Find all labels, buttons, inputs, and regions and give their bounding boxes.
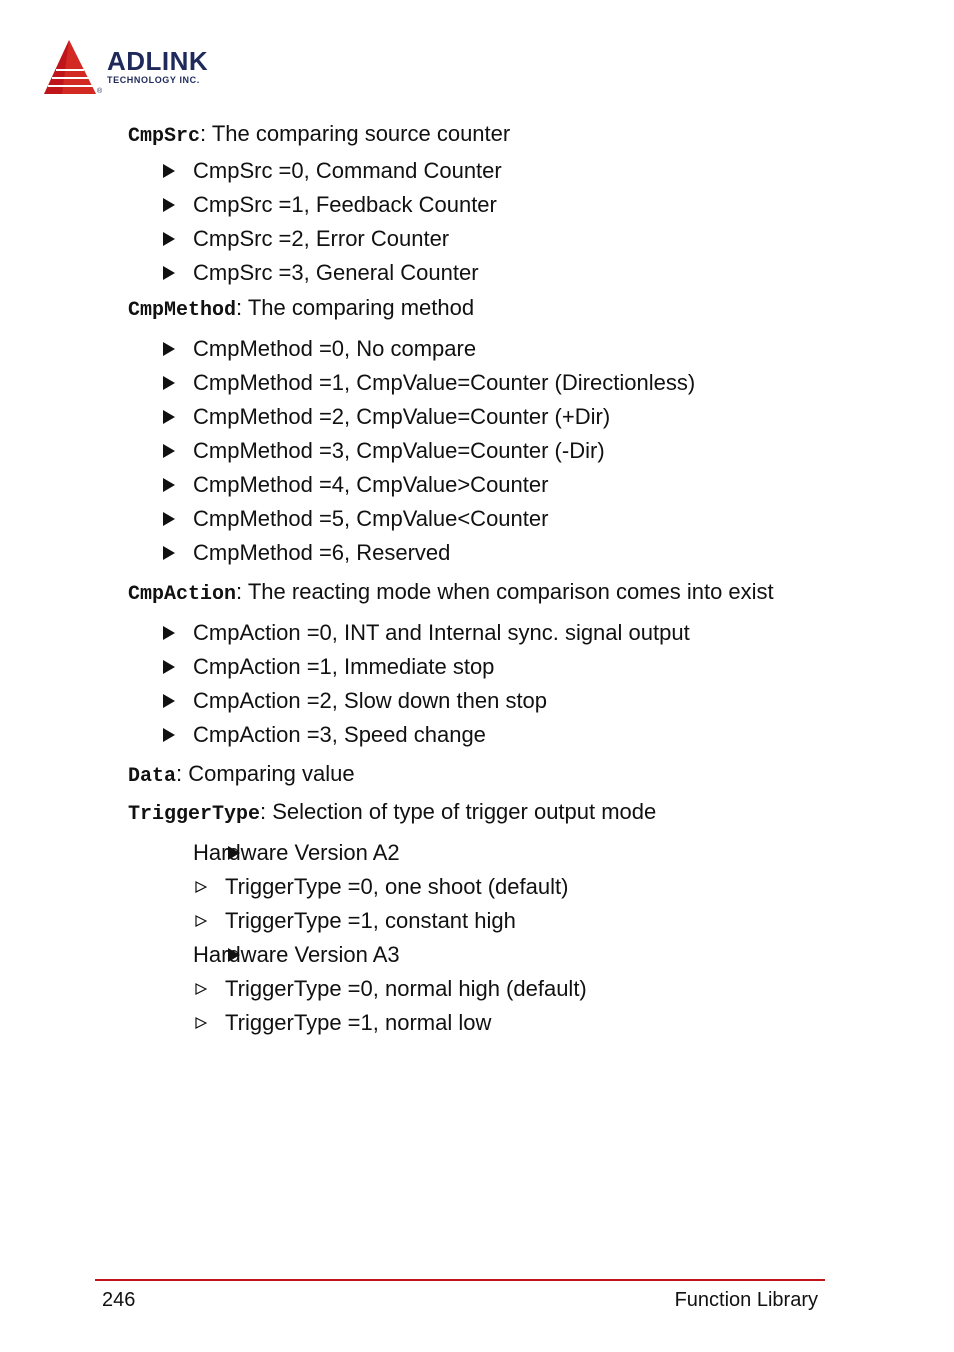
list-item: CmpMethod =0, No compare	[128, 332, 792, 366]
cmpaction-list	[128, 616, 792, 752]
triangle-bullet-icon	[228, 948, 240, 962]
sub-list-item: TriggerType =0, normal high (default)	[193, 972, 792, 1006]
footer-divider	[95, 1279, 825, 1281]
triangle-bullet-icon	[228, 846, 240, 860]
list-item: CmpAction =1, Immediate stop	[128, 650, 792, 684]
hollow-triangle-bullet-icon	[195, 915, 207, 927]
triangle-bullet-icon	[163, 232, 175, 246]
list-item: CmpMethod =2, CmpValue=Counter (+Dir)	[128, 400, 792, 434]
list-item: CmpMethod =3, CmpValue=Counter (-Dir)	[128, 434, 792, 468]
param-name: CmpMethod	[128, 299, 237, 322]
param-name: CmpAction	[128, 583, 237, 606]
param-name: Data	[128, 765, 177, 788]
triangle-bullet-icon	[163, 546, 175, 560]
triangle-bullet-icon	[163, 342, 175, 356]
triggertype-list	[128, 836, 792, 1040]
list-item: CmpMethod =6, Reserved	[128, 536, 792, 570]
list-item: Hardware Version A3 TriggerType =0, normal high (default) TriggerType =1, normal low	[128, 938, 792, 1040]
list-item: CmpSrc =3, General Counter	[128, 256, 792, 290]
sub-list-item: TriggerType =1, constant high	[193, 904, 792, 938]
triangle-bullet-icon	[163, 694, 175, 708]
list-item: CmpAction =3, Speed change	[128, 718, 792, 752]
list-item: CmpAction =2, Slow down then stop	[128, 684, 792, 718]
triangle-bullet-icon	[163, 198, 175, 212]
triangle-bullet-icon	[163, 376, 175, 390]
triangle-bullet-icon	[163, 660, 175, 674]
hollow-triangle-bullet-icon	[195, 1017, 207, 1029]
list-item: CmpSrc =1, Feedback Counter	[128, 188, 792, 222]
param-description: : Selection of type of trigger output mode	[260, 799, 657, 824]
param-cmpsrc	[128, 120, 792, 150]
param-data	[128, 760, 792, 790]
param-cmpmethod	[128, 294, 792, 324]
company-logo	[42, 38, 232, 100]
sub-list	[193, 972, 792, 1040]
sub-list-item: TriggerType =1, normal low	[193, 1006, 792, 1040]
triangle-bullet-icon	[163, 626, 175, 640]
logo-brand-text: ADLINK	[107, 46, 209, 76]
hollow-triangle-bullet-icon	[195, 983, 207, 995]
logo-wordmark	[107, 48, 208, 85]
document-body	[128, 120, 792, 1040]
list-item: CmpMethod =5, CmpValue<Counter	[128, 502, 792, 536]
list-item: Hardware Version A2 TriggerType =0, one shoot (default) TriggerType =1, constant high	[128, 836, 792, 938]
triangle-bullet-icon	[163, 266, 175, 280]
logo-subtitle-text: TECHNOLOGY INC.	[107, 75, 200, 85]
triangle-bullet-icon	[163, 410, 175, 424]
param-description: : Comparing value	[176, 761, 355, 786]
logo-triangle-icon	[42, 38, 104, 100]
param-description: : The comparing method	[236, 295, 475, 320]
param-name: TriggerType	[128, 803, 261, 826]
list-item: CmpMethod =4, CmpValue>Counter	[128, 468, 792, 502]
list-item: CmpSrc =0, Command Counter	[128, 154, 792, 188]
param-cmpaction	[128, 578, 792, 608]
triangle-bullet-icon	[163, 728, 175, 742]
cmpsrc-list	[128, 154, 792, 290]
sub-list-item: TriggerType =0, one shoot (default)	[193, 870, 792, 904]
triangle-bullet-icon	[163, 478, 175, 492]
list-item: CmpMethod =1, CmpValue=Counter (Directionless)	[128, 366, 792, 400]
hollow-triangle-bullet-icon	[195, 881, 207, 893]
param-triggertype	[128, 798, 792, 828]
param-description: : The comparing source counter	[200, 121, 511, 146]
cmpmethod-list	[128, 332, 792, 570]
sub-list	[193, 870, 792, 938]
triangle-bullet-icon	[163, 444, 175, 458]
logo-registered-mark: ®	[97, 88, 103, 95]
list-item: CmpSrc =2, Error Counter	[128, 222, 792, 256]
triangle-bullet-icon	[163, 164, 175, 178]
param-name: CmpSrc	[128, 125, 201, 148]
triangle-bullet-icon	[163, 512, 175, 526]
list-item: CmpAction =0, INT and Internal sync. signal output	[128, 616, 792, 650]
page-number: 246	[102, 1289, 136, 1311]
param-description: : The reacting mode when comparison comes into exist	[236, 579, 774, 604]
footer-chapter-title: Function Library	[674, 1289, 818, 1311]
